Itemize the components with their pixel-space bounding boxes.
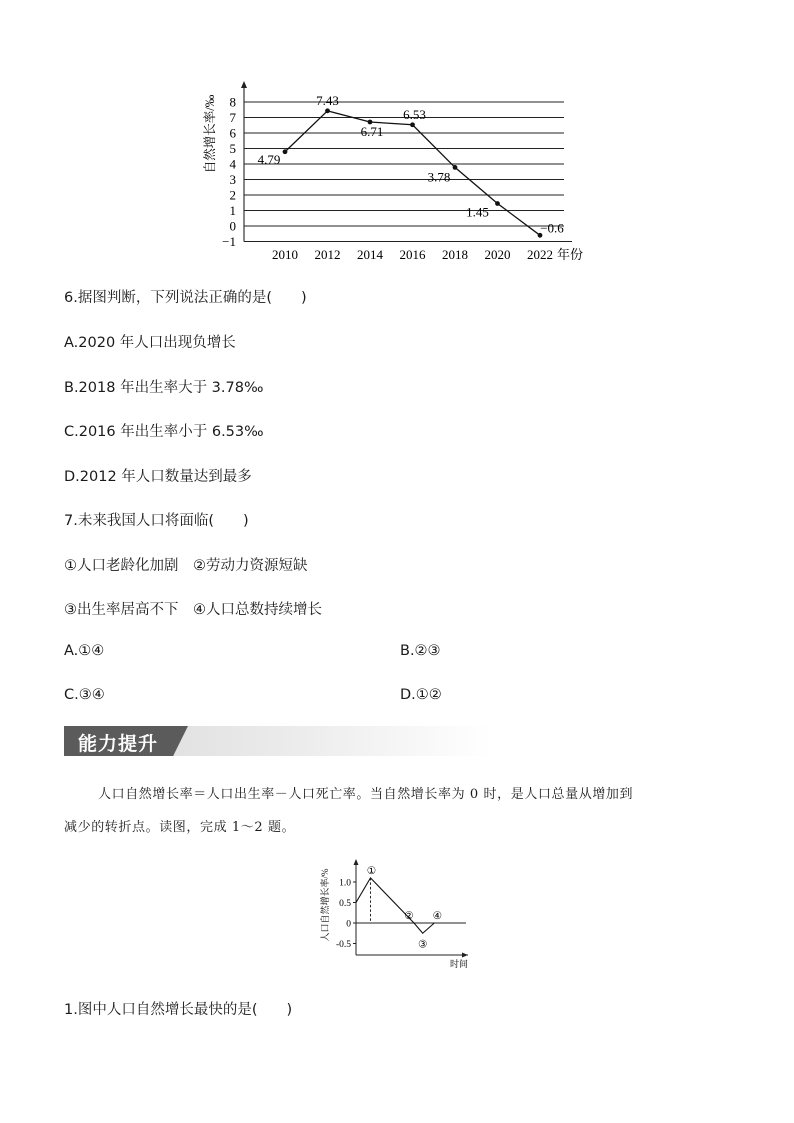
y-tick-label: 6 bbox=[229, 125, 236, 141]
x-axis-unit: 年份 bbox=[557, 247, 584, 262]
growth-rate-time-chart bbox=[318, 855, 478, 973]
y-tick-label: 1.0 bbox=[339, 878, 351, 889]
point-labels bbox=[367, 865, 443, 950]
y-tick-label: 5 bbox=[229, 141, 236, 156]
q6-option-c[interactable]: C.2016 年出生率小于 6.53‰ bbox=[64, 424, 264, 440]
point-label: ③ bbox=[417, 939, 428, 951]
series-line bbox=[356, 878, 434, 933]
q7-statements-2: ③出生率居高不下 ④人口总数持续增长 bbox=[64, 602, 322, 618]
point-label: ① bbox=[366, 865, 377, 877]
y-tick-labels bbox=[222, 95, 236, 250]
question-7-stem: 7.未来我国人口将面临( ) bbox=[64, 513, 249, 529]
x-axis-arrow bbox=[462, 953, 468, 958]
question-1-stem: 1.图中人口自然增长最快的是( ) bbox=[64, 1002, 293, 1018]
x-tick-label: 2022 bbox=[527, 247, 553, 262]
data-point bbox=[283, 149, 288, 154]
data-label: 4.79 bbox=[257, 151, 281, 167]
q7-option-b[interactable]: B.②③ bbox=[400, 643, 441, 659]
data-label: 7.43 bbox=[316, 92, 339, 108]
q7-option-c[interactable]: C.③④ bbox=[64, 687, 105, 703]
q6-option-a[interactable]: A.2020 年人口出现负增长 bbox=[64, 335, 236, 351]
data-label: −0.6 bbox=[540, 220, 564, 236]
y-tick-label: 3 bbox=[229, 172, 236, 187]
data-point bbox=[325, 108, 330, 113]
question-6-stem: 6.据图判断，下列说法正确的是( ) bbox=[64, 290, 307, 306]
data-label: 3.78 bbox=[427, 169, 451, 185]
y-tick-label: −1 bbox=[222, 234, 236, 249]
data-label: 6.53 bbox=[403, 106, 426, 122]
data-label: 1.45 bbox=[466, 204, 489, 220]
q7-option-d[interactable]: D.①② bbox=[400, 687, 442, 703]
q7-option-a[interactable]: A.①④ bbox=[64, 643, 105, 659]
y-axis-label: 自然增长率/‰ bbox=[203, 94, 217, 174]
y-tick-label: 0.5 bbox=[339, 899, 351, 909]
y-tick-label: 1 bbox=[229, 203, 236, 218]
passage-line-1: 人口自然增长率＝人口出生率－人口死亡率。当自然增长率为 0 时，是人口总量从增加到 bbox=[98, 787, 634, 802]
x-tick-labels bbox=[272, 247, 553, 262]
x-axis-label: 时间 bbox=[450, 959, 469, 969]
point-label: ② bbox=[404, 911, 414, 922]
y-tick-label: 4 bbox=[229, 156, 236, 172]
q7-statements-1: ①人口老龄化加剧 ②劳动力资源短缺 bbox=[64, 558, 308, 574]
q6-option-d[interactable]: D.2012 年人口数量达到最多 bbox=[64, 469, 252, 485]
section-banner bbox=[64, 726, 492, 756]
data-point bbox=[410, 122, 415, 127]
x-tick-label: 2014 bbox=[357, 247, 383, 262]
data-series bbox=[283, 108, 543, 237]
data-point bbox=[453, 165, 458, 170]
data-point bbox=[495, 201, 500, 206]
data-label: 6.71 bbox=[360, 123, 384, 139]
x-tick-label: 2010 bbox=[272, 247, 298, 262]
y-axis-arrow bbox=[354, 859, 359, 865]
section-title: 能力提升 bbox=[78, 733, 159, 755]
point-label: ④ bbox=[432, 911, 443, 922]
y-tick-label: 0 bbox=[229, 218, 236, 234]
natural-growth-chart bbox=[200, 78, 600, 266]
chart-grid bbox=[244, 102, 564, 242]
y-tick-label: 8 bbox=[229, 94, 236, 110]
x-tick-label: 2016 bbox=[399, 247, 426, 262]
y-tick-label: 7 bbox=[229, 110, 236, 125]
x-tick-label: 2020 bbox=[484, 247, 511, 262]
y-tick-label: 2 bbox=[229, 187, 236, 203]
q6-option-b[interactable]: B.2018 年出生率大于 3.78‰ bbox=[64, 380, 264, 396]
y-axis-label: 人口自然增长率/% bbox=[320, 868, 330, 942]
series-line bbox=[285, 111, 540, 235]
passage-line-2: 减少的转折点。读图，完成 1～2 题。 bbox=[64, 820, 296, 835]
y-tick-label: -0.5 bbox=[335, 940, 351, 950]
x-tick-label: 2018 bbox=[442, 247, 468, 262]
y-tick-labels bbox=[336, 879, 356, 951]
chart-axes bbox=[241, 81, 572, 242]
y-tick-label: 0 bbox=[346, 919, 351, 930]
x-tick-label: 2012 bbox=[314, 247, 341, 262]
data-series bbox=[356, 878, 434, 933]
y-axis-arrow bbox=[241, 81, 247, 88]
